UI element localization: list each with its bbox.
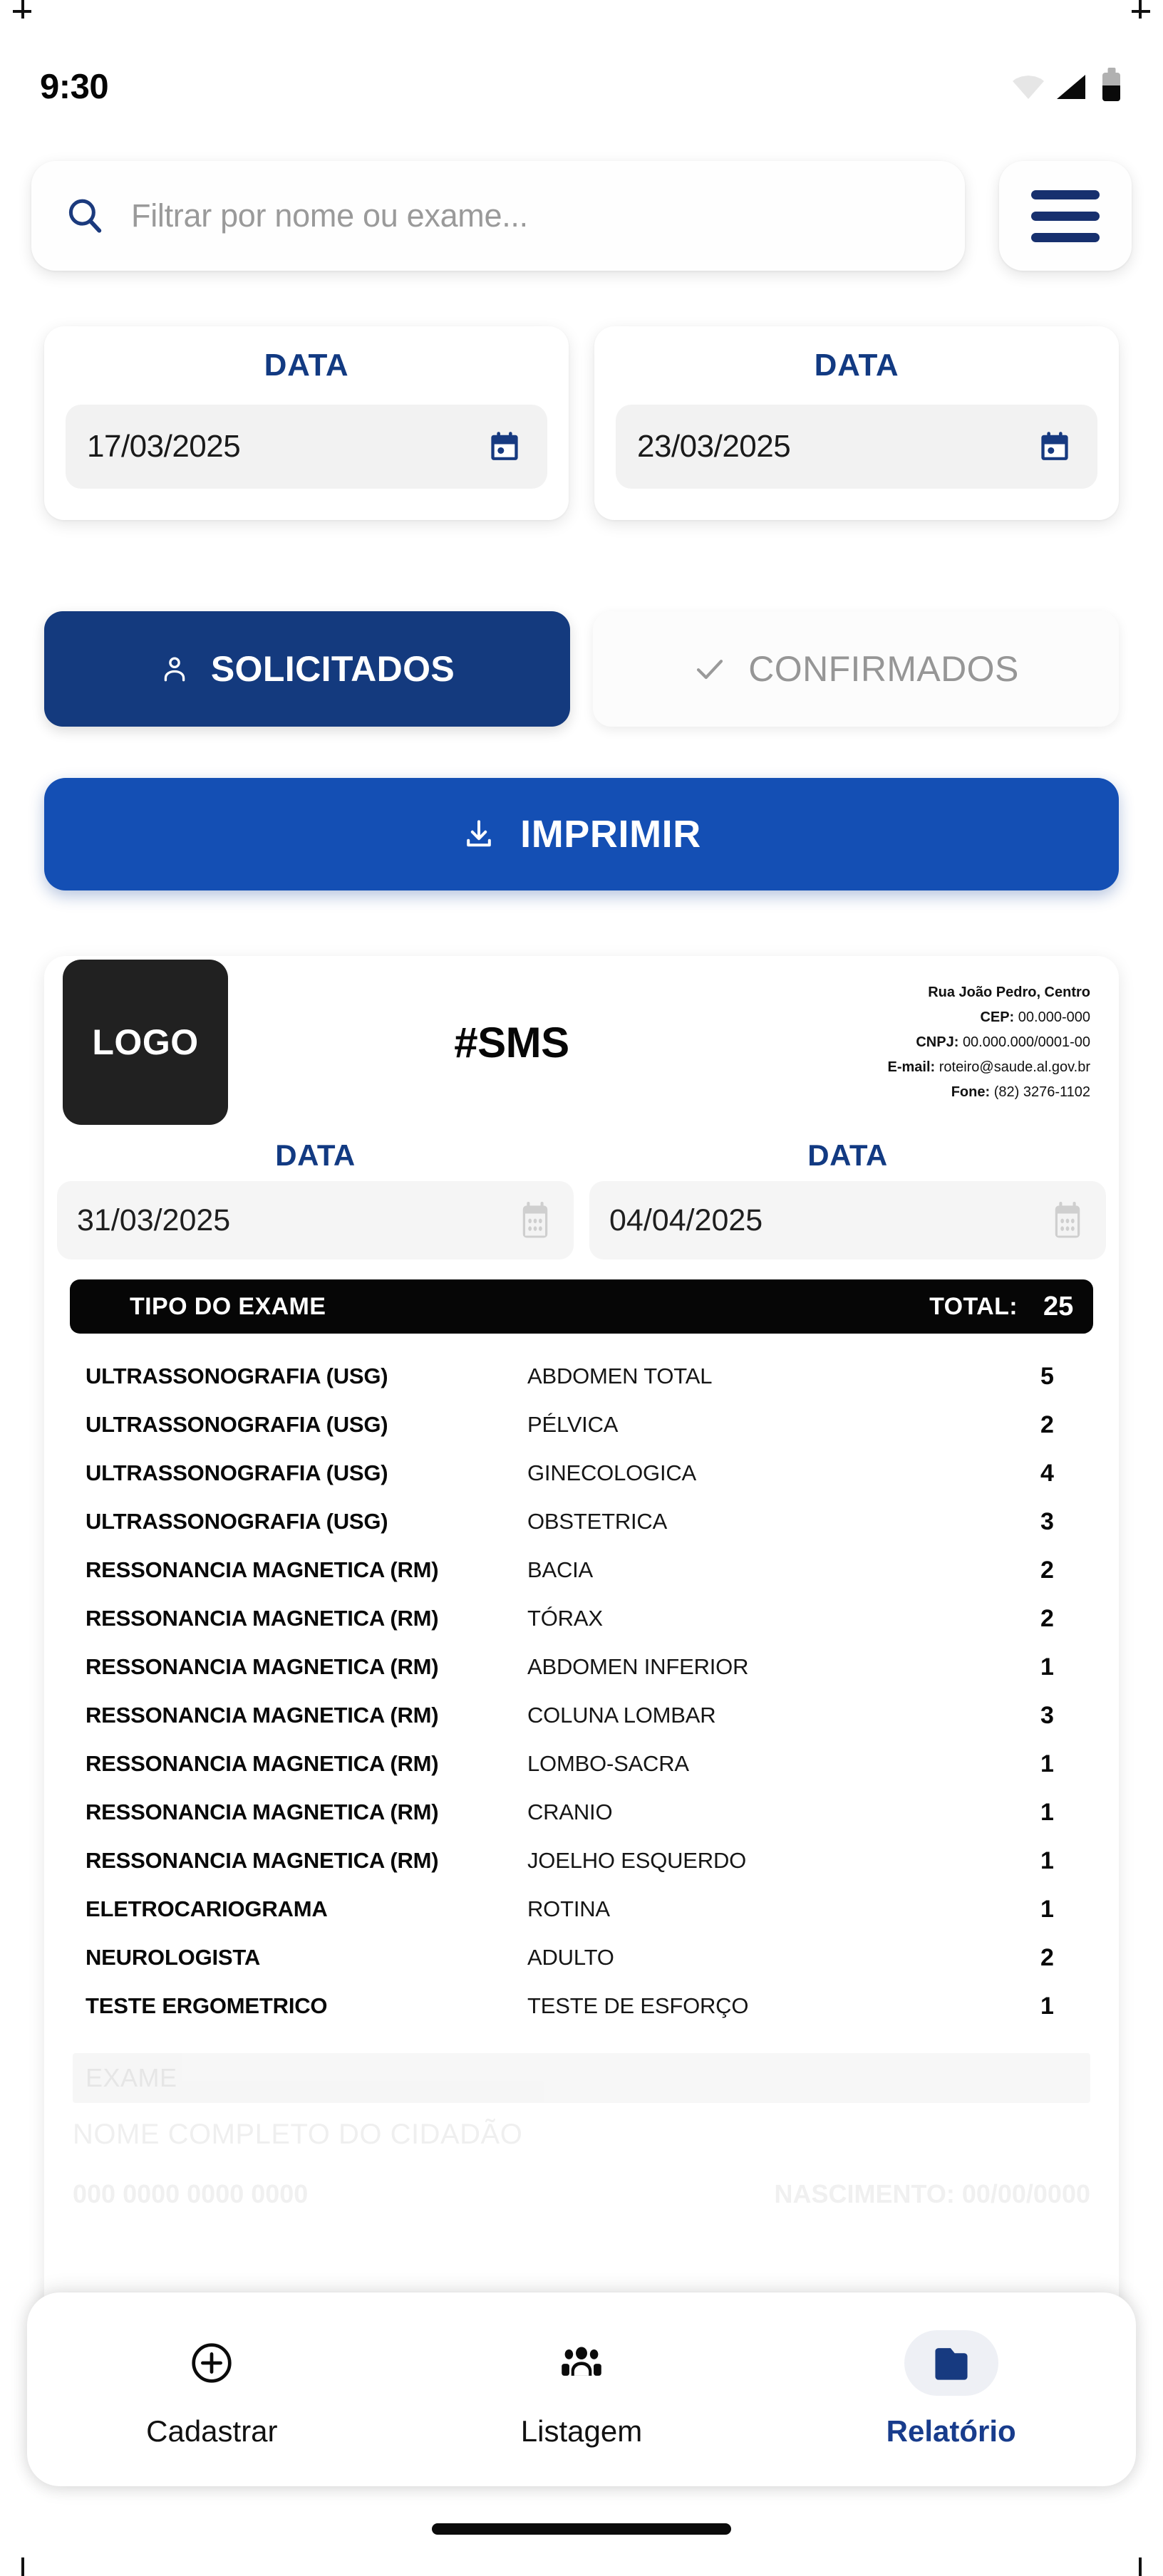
cell-exam-quantity: 3 bbox=[1040, 1507, 1054, 1535]
cell-exam-description: LOMBO-SACRA bbox=[527, 1751, 689, 1776]
cell-exam-quantity: 2 bbox=[1040, 1411, 1054, 1438]
date-from-value: 17/03/2025 bbox=[87, 429, 241, 464]
table-row bbox=[70, 1401, 1093, 1449]
report-date-from-label: DATA bbox=[275, 1138, 356, 1172]
report-date-to-input[interactable] bbox=[589, 1181, 1106, 1260]
cell-exam-type: RESSONANCIA MAGNETICA (RM) bbox=[86, 1654, 439, 1679]
hamburger-menu-button[interactable] bbox=[999, 161, 1132, 271]
cell-exam-description: ADULTO bbox=[527, 1945, 614, 1970]
search-input[interactable] bbox=[31, 161, 965, 271]
table-row bbox=[70, 1449, 1093, 1497]
table-header-row bbox=[70, 1279, 1093, 1334]
cell-exam-quantity: 1 bbox=[1040, 1798, 1054, 1826]
tab-solicitados[interactable] bbox=[44, 611, 570, 727]
org-cnpj: CNPJ: 00.000.000/0001-00 bbox=[916, 1034, 1090, 1050]
cell-exam-description: CRANIO bbox=[527, 1799, 613, 1824]
table-row bbox=[70, 1643, 1093, 1691]
cell-exam-quantity: 3 bbox=[1040, 1701, 1054, 1729]
nav-item-cadastrar[interactable] bbox=[27, 2292, 397, 2486]
cell-exam-quantity: 2 bbox=[1040, 1604, 1054, 1632]
search-placeholder: Filtrar por nome ou exame... bbox=[131, 197, 528, 234]
cell-exam-type: ULTRASSONOGRAFIA (USG) bbox=[86, 1509, 388, 1534]
check-icon bbox=[693, 652, 727, 686]
crop-tick-top-left-h bbox=[13, 10, 31, 13]
wifi-icon bbox=[1013, 75, 1044, 99]
exam-summary-table bbox=[44, 1260, 1119, 2030]
nav-item-relatorio[interactable] bbox=[766, 2292, 1136, 2486]
ghost-citizen-name: NOME COMPLETO DO CIDADÃO bbox=[73, 2119, 523, 2150]
ghost-birth: NASCIMENTO: 00/00/0000 bbox=[774, 2179, 1090, 2208]
report-date-from-card bbox=[57, 1138, 574, 1260]
battery-icon bbox=[1102, 73, 1120, 101]
hamburger-menu-icon-bar-1 bbox=[1031, 190, 1100, 199]
nav-icon-pill-listagem bbox=[534, 2330, 629, 2396]
cell-exam-type: TESTE ERGOMETRICO bbox=[86, 1993, 328, 2018]
report-logo-text: LOGO bbox=[92, 1022, 199, 1062]
cell-exam-description: GINECOLOGICA bbox=[527, 1460, 697, 1485]
download-icon bbox=[462, 816, 496, 852]
crop-tick-top-right-h bbox=[1132, 10, 1150, 13]
cell-exam-description: ABDOMEN INFERIOR bbox=[527, 1654, 749, 1679]
table-row bbox=[70, 1933, 1093, 1982]
cell-exam-type: RESSONANCIA MAGNETICA (RM) bbox=[86, 1799, 439, 1824]
cell-exam-type: ULTRASSONOGRAFIA (USG) bbox=[86, 1364, 388, 1388]
crop-tick-top-left bbox=[21, 0, 24, 19]
org-cep: CEP: 00.000-000 bbox=[980, 1009, 1090, 1025]
table-row bbox=[70, 1837, 1093, 1885]
print-button-label: IMPRIMIR bbox=[520, 813, 701, 856]
cell-exam-description: COLUNA LOMBAR bbox=[527, 1703, 716, 1728]
crop-tick-bottom-left bbox=[21, 2557, 24, 2576]
calendar-grid-icon[interactable] bbox=[1049, 1200, 1086, 1240]
cell-exam-type: RESSONANCIA MAGNETICA (RM) bbox=[86, 1703, 439, 1728]
report-date-row bbox=[44, 1128, 1119, 1260]
date-to-value: 23/03/2025 bbox=[637, 429, 791, 464]
nav-icon-pill-relatorio bbox=[904, 2330, 998, 2396]
date-to-label: DATA bbox=[814, 348, 899, 383]
cell-exam-type: RESSONANCIA MAGNETICA (RM) bbox=[86, 1751, 439, 1776]
hamburger-menu-icon-bar-3 bbox=[1031, 233, 1100, 242]
report-header bbox=[44, 956, 1119, 1128]
cell-exam-description: JOELHO ESQUERDO bbox=[527, 1848, 747, 1873]
column-header-total-label: TOTAL: bbox=[929, 1292, 1018, 1320]
cell-exam-type: ULTRASSONOGRAFIA (USG) bbox=[86, 1412, 388, 1437]
cell-exam-description: ROTINA bbox=[527, 1896, 610, 1921]
report-date-to-label: DATA bbox=[807, 1138, 888, 1172]
nav-label-relatorio: Relatório bbox=[886, 2414, 1016, 2448]
date-from-card bbox=[44, 326, 569, 520]
search-row bbox=[0, 161, 1163, 291]
nav-label-cadastrar: Cadastrar bbox=[146, 2414, 278, 2448]
table-row bbox=[70, 1497, 1093, 1546]
calendar-icon[interactable] bbox=[486, 428, 523, 465]
folder-icon bbox=[928, 2339, 975, 2387]
nav-icon-pill-cadastrar bbox=[165, 2330, 259, 2396]
report-ghost-content bbox=[44, 2030, 1119, 2209]
status-segmented-control bbox=[0, 600, 1163, 739]
table-row bbox=[70, 1788, 1093, 1837]
hamburger-menu-icon-bar-2 bbox=[1031, 212, 1100, 221]
table-row bbox=[70, 1546, 1093, 1594]
cell-exam-description: ABDOMEN TOTAL bbox=[527, 1364, 713, 1388]
status-bar bbox=[0, 56, 1163, 118]
date-to-card bbox=[594, 326, 1119, 520]
column-header-total-value: 25 bbox=[1043, 1291, 1074, 1321]
report-preview-sheet bbox=[44, 956, 1119, 2466]
cell-exam-description: TESTE DE ESFORÇO bbox=[527, 1993, 749, 2018]
cell-exam-type: RESSONANCIA MAGNETICA (RM) bbox=[86, 1557, 439, 1582]
report-date-to-value: 04/04/2025 bbox=[609, 1203, 763, 1237]
report-date-from-value: 31/03/2025 bbox=[77, 1203, 231, 1237]
org-email: E-mail: roteiro@saude.al.gov.br bbox=[887, 1059, 1090, 1075]
cell-exam-quantity: 2 bbox=[1040, 1556, 1054, 1584]
org-address: Rua João Pedro, Centro bbox=[928, 984, 1090, 1000]
cell-exam-type: NEUROLOGISTA bbox=[86, 1945, 261, 1970]
cell-exam-quantity: 1 bbox=[1040, 1750, 1054, 1777]
print-button[interactable] bbox=[44, 778, 1119, 890]
crop-tick-top-right bbox=[1139, 0, 1142, 19]
table-row bbox=[70, 1691, 1093, 1740]
tab-confirmados[interactable] bbox=[593, 611, 1119, 727]
bottom-navigation bbox=[27, 2292, 1136, 2486]
cell-exam-quantity: 5 bbox=[1040, 1362, 1054, 1390]
calendar-icon[interactable] bbox=[1036, 428, 1073, 465]
cell-exam-description: BACIA bbox=[527, 1557, 594, 1582]
status-time: 9:30 bbox=[40, 67, 109, 106]
report-title: #SMS bbox=[454, 1018, 569, 1066]
table-body bbox=[70, 1352, 1093, 2030]
cell-exam-description: TÓRAX bbox=[527, 1606, 603, 1631]
date-from-label: DATA bbox=[264, 348, 349, 383]
table-row bbox=[70, 1594, 1093, 1643]
battery-wrapper bbox=[1102, 73, 1120, 101]
crop-tick-bottom-right bbox=[1139, 2557, 1142, 2576]
ghost-exam-bar bbox=[73, 2053, 1090, 2103]
cell-exam-quantity: 1 bbox=[1040, 1653, 1054, 1681]
table-row bbox=[70, 1885, 1093, 1933]
people-group-icon bbox=[558, 2339, 605, 2387]
home-indicator bbox=[432, 2523, 731, 2535]
cell-exam-type: ELETROCARIOGRAMA bbox=[86, 1896, 328, 1921]
calendar-grid-icon[interactable] bbox=[517, 1200, 554, 1240]
search-icon bbox=[64, 195, 105, 237]
report-title-wrapper bbox=[228, 1018, 795, 1067]
ghost-cns: 000 0000 0000 0000 bbox=[73, 2179, 309, 2208]
date-from-input[interactable] bbox=[66, 405, 547, 489]
cell-exam-quantity: 1 bbox=[1040, 1992, 1054, 2020]
report-date-to-card bbox=[589, 1138, 1106, 1260]
status-icons bbox=[1013, 73, 1120, 101]
cell-exam-type: RESSONANCIA MAGNETICA (RM) bbox=[86, 1848, 439, 1873]
date-to-input[interactable] bbox=[616, 405, 1097, 489]
cell-exam-quantity: 1 bbox=[1040, 1895, 1054, 1923]
nav-item-listagem[interactable] bbox=[397, 2292, 767, 2486]
plus-circle-icon bbox=[188, 2339, 235, 2387]
ghost-exam-label: EXAME bbox=[86, 2063, 177, 2092]
signal-icon bbox=[1057, 75, 1085, 99]
report-date-from-input[interactable] bbox=[57, 1181, 574, 1260]
table-row bbox=[70, 1982, 1093, 2030]
ghost-details-row bbox=[73, 2179, 1090, 2209]
report-logo bbox=[63, 960, 228, 1125]
cell-exam-type: RESSONANCIA MAGNETICA (RM) bbox=[86, 1606, 439, 1631]
nav-label-listagem: Listagem bbox=[520, 2414, 643, 2448]
date-filter-row bbox=[0, 326, 1163, 520]
person-icon bbox=[160, 652, 190, 686]
org-phone: Fone: (82) 3276-1102 bbox=[951, 1084, 1090, 1100]
organization-info bbox=[795, 985, 1095, 1101]
column-header-exam-type: TIPO DO EXAME bbox=[130, 1292, 326, 1320]
cell-exam-description: OBSTETRICA bbox=[527, 1509, 668, 1534]
cell-exam-description: PÉLVICA bbox=[527, 1412, 619, 1437]
table-row bbox=[70, 1352, 1093, 1401]
tab-confirmados-label: CONFIRMADOS bbox=[748, 649, 1019, 689]
cell-exam-type: ULTRASSONOGRAFIA (USG) bbox=[86, 1460, 388, 1485]
cell-exam-quantity: 2 bbox=[1040, 1943, 1054, 1971]
cell-exam-quantity: 1 bbox=[1040, 1847, 1054, 1874]
table-row bbox=[70, 1740, 1093, 1788]
tab-solicitados-label: SOLICITADOS bbox=[210, 649, 455, 689]
cell-exam-quantity: 4 bbox=[1040, 1459, 1054, 1487]
